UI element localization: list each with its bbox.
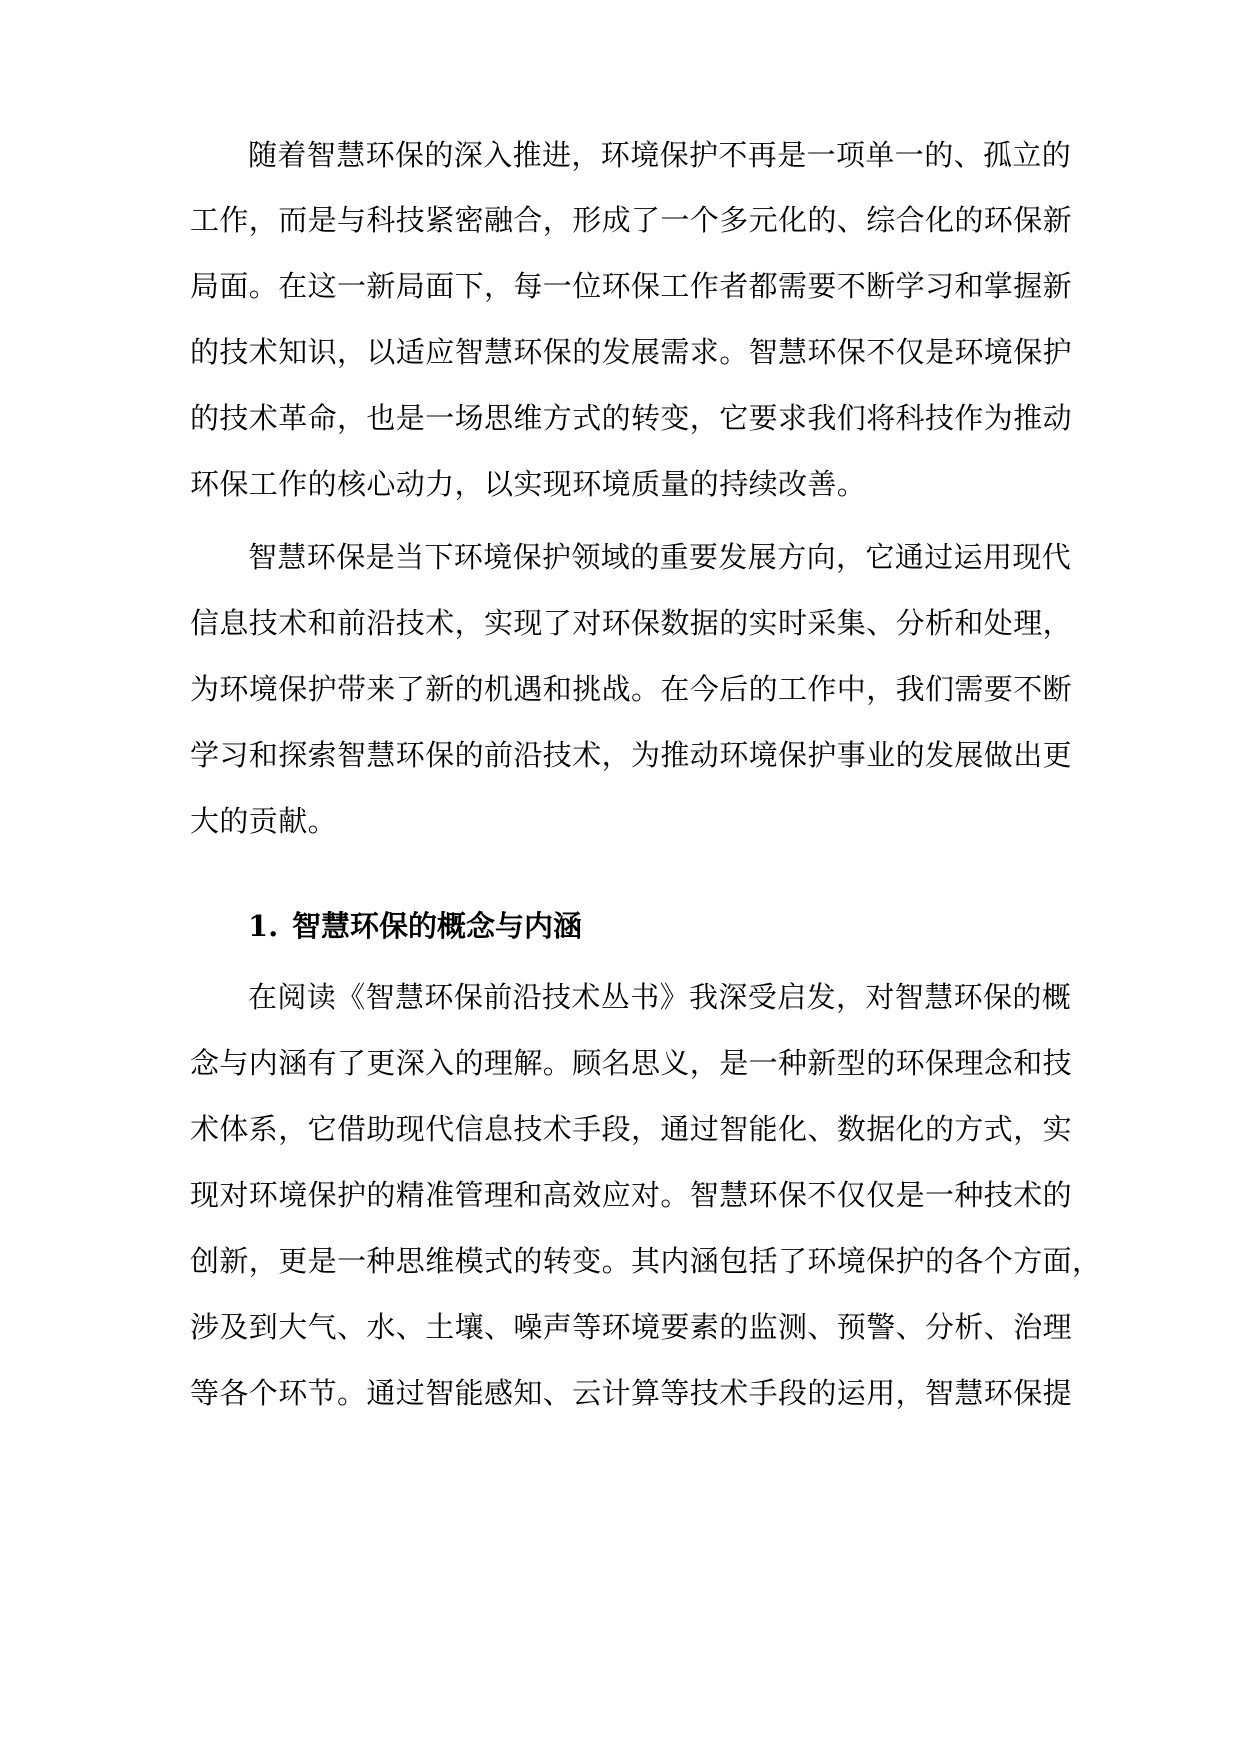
paragraph-3-line-3: 术体系，它借助现代信息技术手段，通过智能化、数据化的方式，实 <box>190 1112 1073 1146</box>
paragraph-1-line-4: 的技术知识，以适应智慧环保的发展需求。智慧环保不仅是环境保护 <box>190 335 1073 369</box>
section-heading <box>248 908 582 944</box>
paragraph-1-line-6: 环保工作的核心动力，以实现环境质量的持续改善。 <box>190 467 867 501</box>
paragraph-1-line-5: 的技术革命，也是一场思维方式的转变，它要求我们将科技作为推动 <box>190 401 1073 435</box>
paragraph-3-line-6: 涉及到大气、水、土壤、噪声等环境要素的监测、预警、分析、治理 <box>190 1310 1073 1344</box>
paragraph-1-line-3: 局面。在这一新局面下，每一位环保工作者都需要不断学习和掌握新 <box>190 269 1073 303</box>
paragraph-1-line-1: 随着智慧环保的深入推进，环境保护不再是一项单一的、孤立的 <box>248 138 1072 172</box>
paragraph-3-line-7: 等各个环节。通过智能感知、云计算等技术手段的运用，智慧环保提 <box>190 1376 1073 1410</box>
paragraph-2-line-5: 大的贡献。 <box>190 804 338 838</box>
paragraph-3-line-4: 现对环境保护的精准管理和高效应对。智慧环保不仅仅是一种技术的 <box>190 1178 1073 1212</box>
section-heading-title: 智慧环保的概念与内涵 <box>292 909 583 943</box>
paragraph-1-line-2: 工作，而是与科技紧密融合，形成了一个多元化的、综合化的环保新 <box>190 203 1073 237</box>
paragraph-2-line-3: 为环境保护带来了新的机遇和挑战。在今后的工作中，我们需要不断 <box>190 672 1073 706</box>
paragraph-3-line-5: 创新，更是一种思维模式的转变。其内涵包括了环境保护的各个方面， <box>190 1244 1102 1278</box>
paragraph-2-line-2: 信息技术和前沿技术，实现了对环保数据的实时采集、分析和处理， <box>190 606 1073 640</box>
paragraph-3-line-2: 念与内涵有了更深入的理解。顾名思义，是一种新型的环保理念和技 <box>190 1046 1073 1080</box>
section-heading-number: 1. <box>248 909 279 943</box>
paragraph-3-line-1: 在阅读《智慧环保前沿技术丛书》我深受启发，对智慧环保的概 <box>248 980 1072 1014</box>
paragraph-2-line-1: 智慧环保是当下环境保护领域的重要发展方向，它通过运用现代 <box>248 540 1072 574</box>
paragraph-2-line-4: 学习和探索智慧环保的前沿技术，为推动环境保护事业的发展做出更 <box>190 738 1073 772</box>
